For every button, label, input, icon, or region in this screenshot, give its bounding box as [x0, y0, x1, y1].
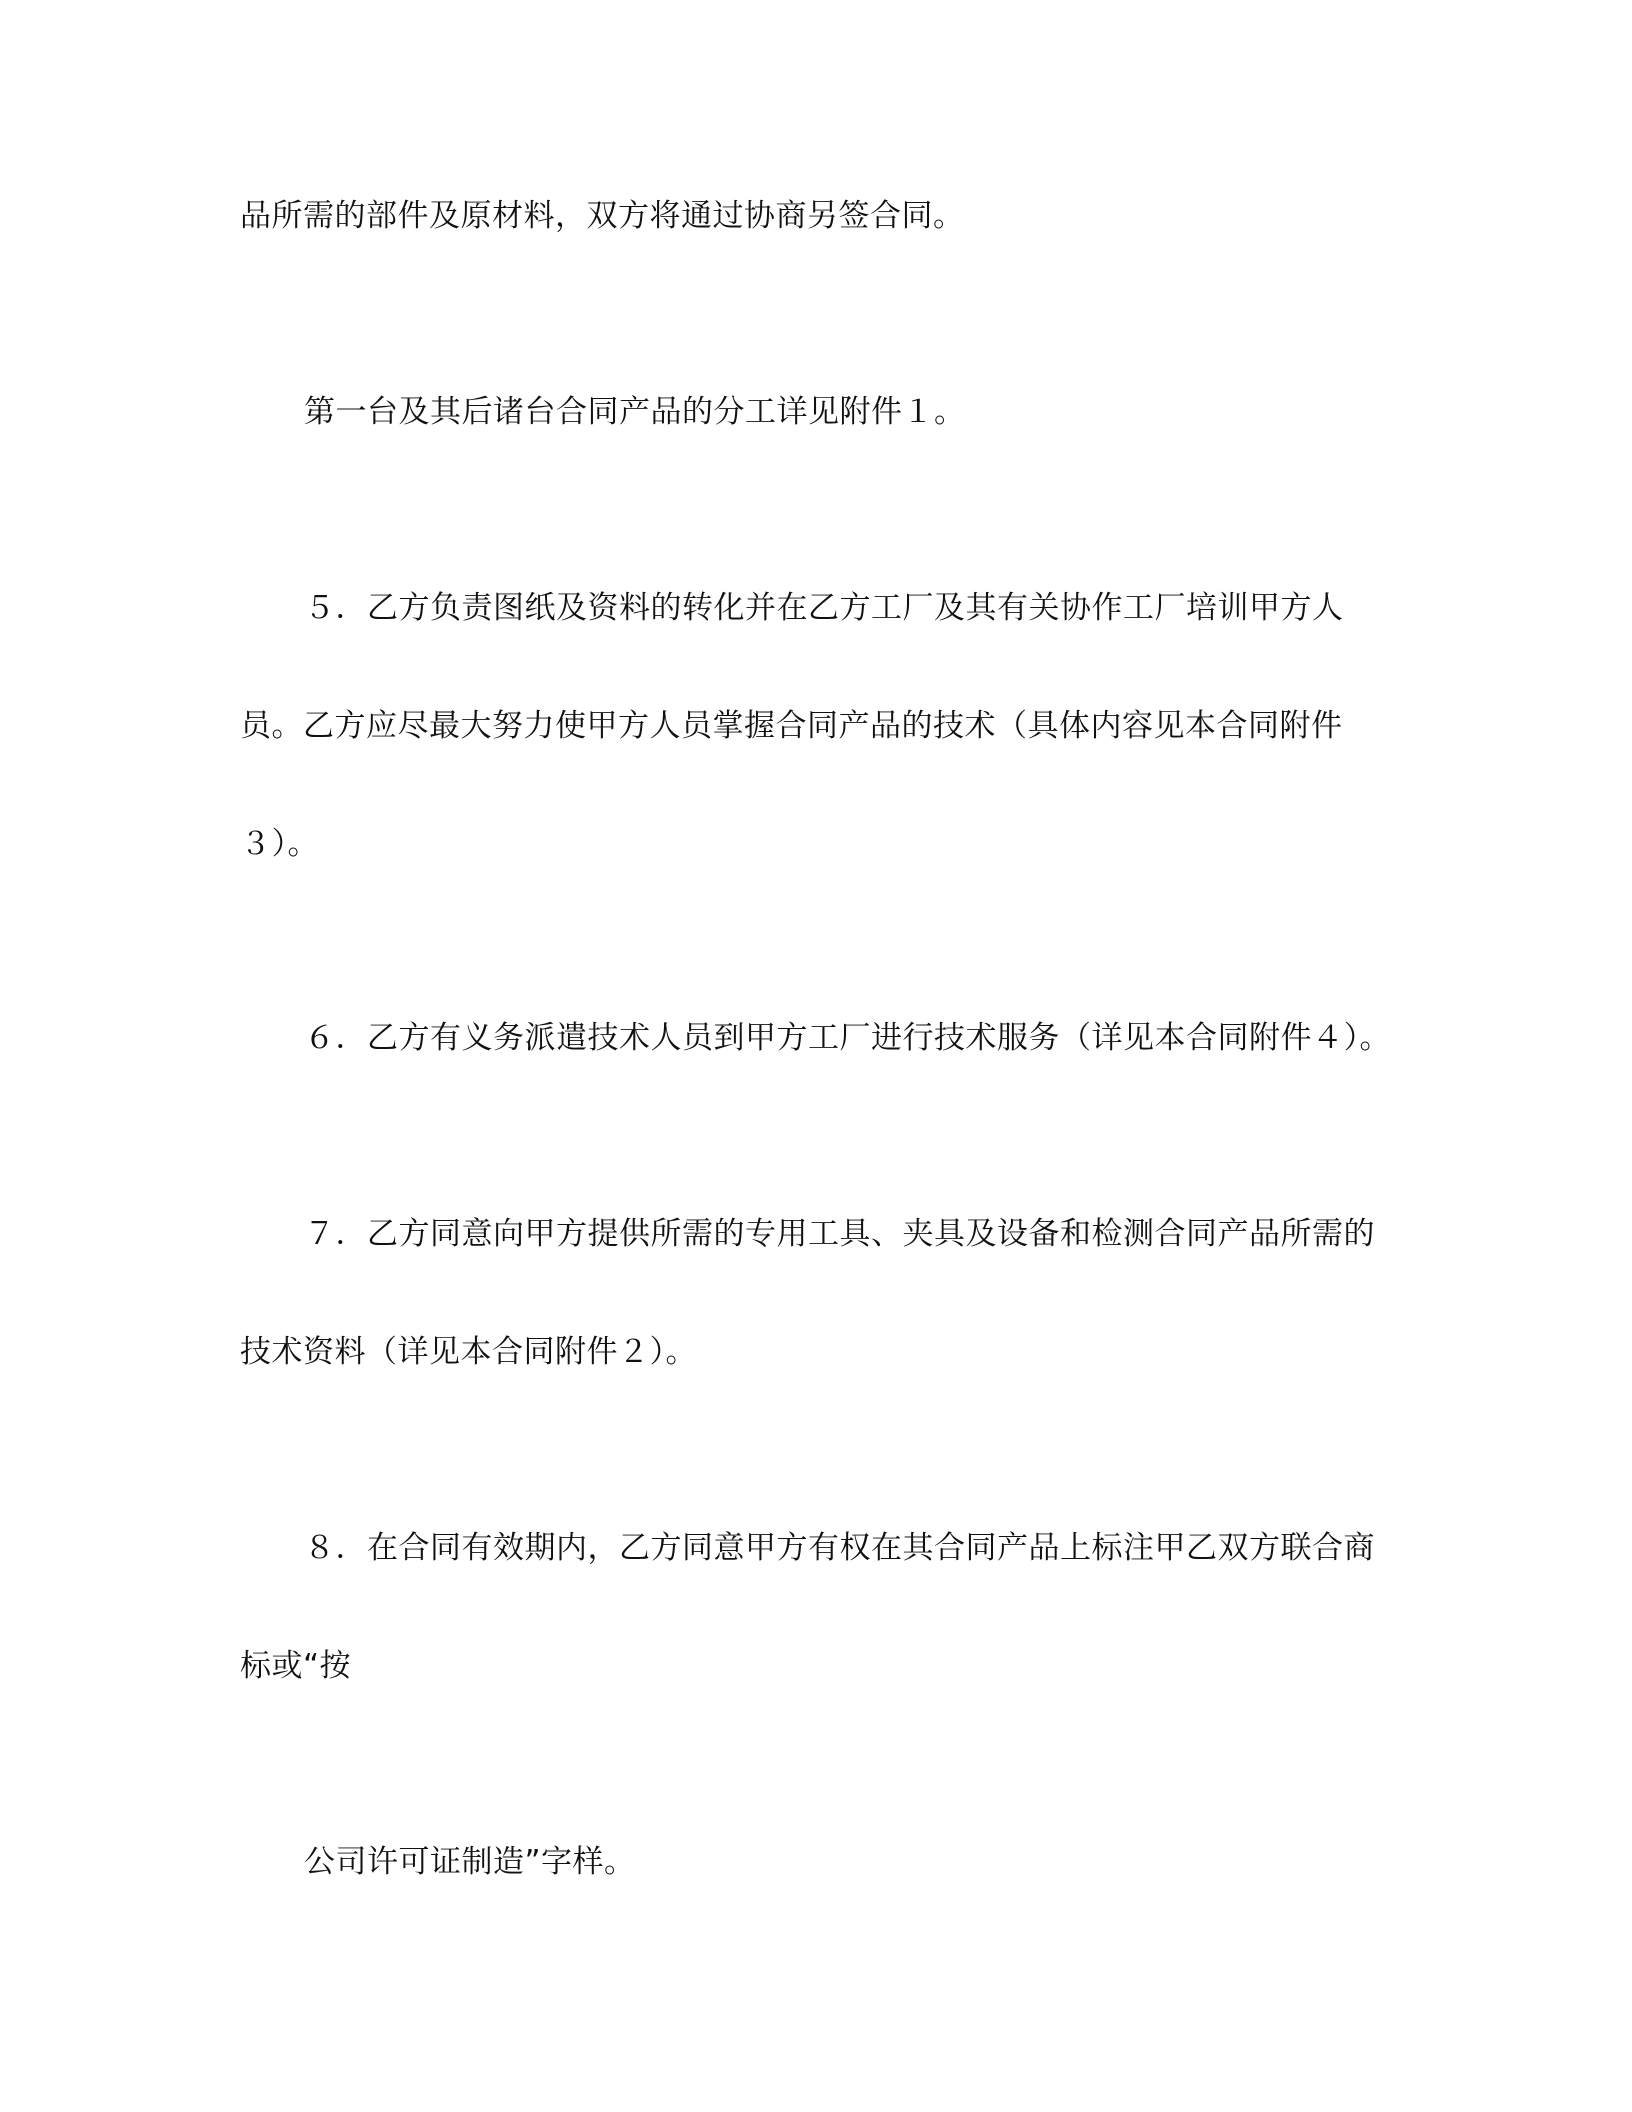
paragraph-5-line-1: ５．乙方负责图纸及资料的转化并在乙方工厂及其有关协作工厂培训甲方人 [304, 590, 1344, 626]
text-line-2: 第一台及其后诸台合同产品的分工详见附件１。 [304, 394, 966, 430]
paragraph-5-line-2: 员。乙方应尽最大努力使甲方人员掌握合同产品的技术（具体内容见本合同附件 [240, 708, 1343, 744]
paragraph-6-line-1: ６．乙方有义务派遣技术人员到甲方工厂进行技术服务（详见本合同附件４）。 [304, 1020, 1391, 1056]
paragraph-8-line-1: ８．在合同有效期内，乙方同意甲方有权在其合同产品上标注甲乙双方联合商 [304, 1530, 1375, 1566]
paragraph-8-line-2: 标或“按 [240, 1648, 352, 1684]
text-line-1: 品所需的部件及原材料，双方将通过协商另签合同。 [240, 198, 965, 234]
paragraph-5-line-3: ３）。 [240, 826, 319, 862]
paragraph-7-line-1: ７．乙方同意向甲方提供所需的专用工具、夹具及设备和检测合同产品所需的 [304, 1216, 1375, 1252]
paragraph-8-line-3: 公司许可证制造”字样。 [304, 1844, 636, 1880]
paragraph-7-line-2: 技术资料（详见本合同附件２）。 [240, 1334, 697, 1370]
